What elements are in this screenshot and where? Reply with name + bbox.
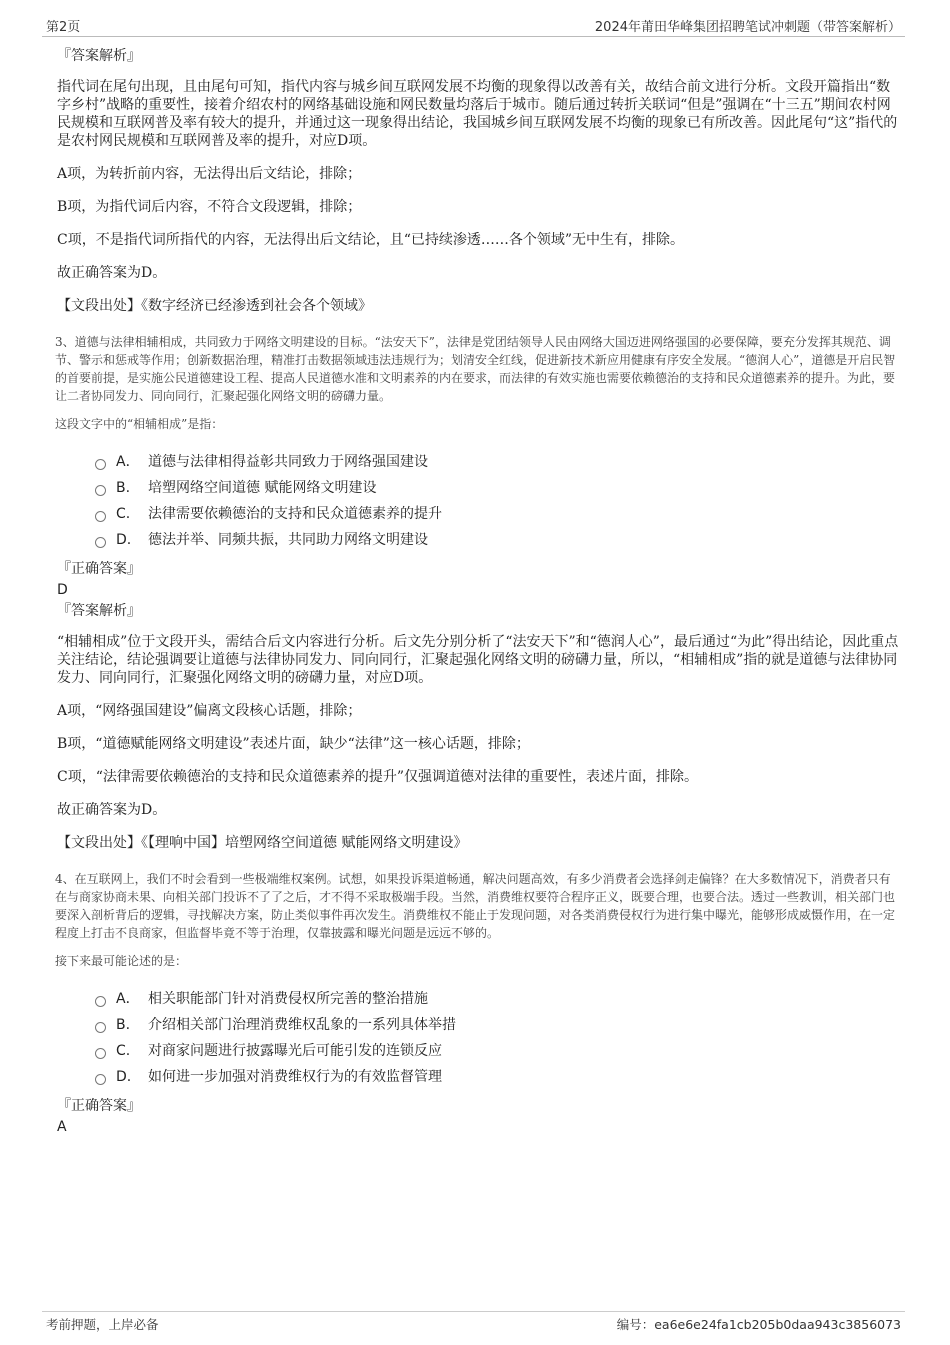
option-text: 法律需要依赖德治的支持和民众道德素养的提升: [148, 506, 442, 522]
page-header: [42, 14, 905, 37]
document-code: 编号：ea6e6e24fa1cb205b0daa943c3856073: [616, 1317, 901, 1332]
option-label: A．: [116, 991, 140, 1007]
q3-prompt: 这段文字中的“相辅相成”是指：: [55, 417, 224, 431]
q4-prompt: 接下来最可能论述的是：: [55, 954, 188, 968]
radio-button[interactable]: [95, 537, 106, 548]
option-text: 如何进一步加强对消费维权行为的有效监督管理: [148, 1069, 442, 1085]
option-text: 道德与法律相得益彰共同致力于网络强国建设: [148, 454, 428, 470]
q2-source: 【文段出处】《数字经济已经渗透到社会各个领域》: [57, 298, 372, 314]
q4-option-d[interactable]: [95, 1064, 900, 1090]
option-label: B.: [116, 480, 131, 496]
q4-text: 4、在互联网上，我们不时会看到一些极端维权案例。试想，如果投诉渠道畅通，解决问题高效，有多少消费者会选择剑走偏锋？在大多数情况下，消费者只有在与商家协商未果、向相关部门投诉不了了之后，才不得不采取极端手段。当然，消费维权要符合程序正义，既要合理，也要合法。透过一些教训，相关部门也要深入剖析背后的逻辑，寻找解决方案，防止类似事件再次发生。消费维权不能止于发现问题，对各类消费侵权行为进行集中曝光，能够形成威慑作用，在一定程度上打击不良商家，但监督毕竟不等于治理，仅靠披露和曝光问题是远远不够的。: [55, 872, 896, 940]
q3-analysis-text: “相辅相成”位于文段开头，需结合后文内容进行分析。后文先分别分析了“法安天下”和“德润人心”，最后通过“为此”得出结论，因此重点关注结论，结论强调要让道德与法律协同发力、同向同行，汇聚起强化网络文明的磅礴力量，所以，“相辅相成”指的就是道德与法律协同发力、同向同行，汇聚强化网络文明的磅礴力量，对应D项。: [57, 634, 899, 686]
option-text: 介绍相关部门治理消费维权乱象的一系列具体举措: [148, 1017, 456, 1033]
option-text: 德法并举、同频共振，共同助力网络文明建设: [148, 532, 428, 548]
footer-slogan: 考前押题，上岸必备: [46, 1317, 159, 1332]
q4-option-c[interactable]: [95, 1038, 900, 1064]
option-label: A．: [116, 454, 140, 470]
q2-note-c: C项，不是指代词所指代的内容，无法得出后文结论，且“已持续渗透……各个领域”无中生有，排除。: [57, 232, 685, 248]
q4-answer-label: 『正确答案』: [57, 1098, 141, 1114]
radio-button[interactable]: [95, 511, 106, 522]
q2-conclusion: 故正确答案为D。: [57, 265, 167, 281]
q3-options: [95, 449, 900, 553]
option-label: D.: [116, 1069, 132, 1085]
q3-note-a: A项，“网络强国建设”偏离文段核心话题，排除；: [57, 703, 362, 719]
q2-note-a: A项，为转折前内容，无法得出后文结论，排除；: [57, 166, 362, 182]
option-text: 培塑网络空间道德 赋能网络文明建设: [148, 480, 377, 496]
radio-button[interactable]: [95, 996, 106, 1007]
q3-option-d[interactable]: [95, 527, 900, 553]
option-text: 相关职能部门针对消费侵权所完善的整治措施: [148, 991, 428, 1007]
q3-analysis-label: 『答案解析』: [57, 603, 141, 619]
q3-text: 3、道德与法律相辅相成，共同致力于网络文明建设的目标。“法安天下”，法律是党团结领导人民由网络大国迈进网络强国的必要保障，要充分发挥其规范、调节、警示和惩戒等作用；创新数据治理，精准打击数据领域违法违规行为；划清安全红线，促进新技术新应用健康有序安全发展。“德润人心”，道德是开启民智的首要前提，是实施公民道德建设工程、提高人民道德水准和文明素养的内在要求，而法律的有效实施也需要依赖德治的支持和民众道德素养的提升。为此，要让二者协同发力、同向同行，汇聚起强化网络文明的磅礴力量。: [55, 335, 896, 403]
q2-analysis-text: 指代词在尾句出现，且由尾句可知，指代内容与城乡间互联网发展不均衡的现象得以改善有关，故结合前文进行分析。文段开篇指出“数字乡村”战略的重要性，接着介绍农村的网络基础设施和网民数量均落后于城市。随后通过转折关联词“但是”强调在“十三五”期间农村网民规模和互联网普及率有较大的提升，并通过这一现象得出结论，我国城乡间互联网发展不均衡的现象已有所改善。因此尾句“这”指代的是农村网民规模和互联网普及率的提升，对应D项。: [57, 79, 898, 149]
q3-option-b[interactable]: [95, 475, 900, 501]
radio-button[interactable]: [95, 459, 106, 470]
page-footer: [42, 1311, 905, 1336]
q3-conclusion: 故正确答案为D。: [57, 802, 167, 818]
q3-option-a[interactable]: [95, 449, 900, 475]
q3-answer-label: 『正确答案』: [57, 561, 141, 577]
q4-options: [95, 986, 900, 1090]
page-number: 第2页: [46, 20, 81, 35]
option-label: C.: [116, 1043, 131, 1059]
radio-button[interactable]: [95, 1022, 106, 1033]
option-label: D.: [116, 532, 132, 548]
page-content: [55, 46, 900, 1138]
option-text: 对商家问题进行披露曝光后可能引发的连锁反应: [148, 1043, 442, 1059]
q2-analysis-label: 『答案解析』: [57, 48, 141, 64]
document-title: 2024年莆田华峰集团招聘笔试冲刺题（带答案解析）: [594, 20, 901, 35]
q3-answer: D: [57, 582, 68, 598]
radio-button[interactable]: [95, 1074, 106, 1085]
q4-answer: A: [57, 1119, 67, 1135]
q2-note-b: B项，为指代词后内容，不符合文段逻辑，排除；: [57, 199, 362, 215]
q4-option-a[interactable]: [95, 986, 900, 1012]
option-label: C.: [116, 506, 131, 522]
q3-note-b: B项，“道德赋能网络文明建设”表述片面，缺少“法律”这一核心话题，排除；: [57, 736, 530, 752]
q4-option-b[interactable]: [95, 1012, 900, 1038]
q3-source: 【文段出处】《【理响中国】培塑网络空间道德 赋能网络文明建设》: [57, 835, 468, 851]
radio-button[interactable]: [95, 485, 106, 496]
option-label: B.: [116, 1017, 131, 1033]
radio-button[interactable]: [95, 1048, 106, 1059]
q3-option-c[interactable]: [95, 501, 900, 527]
q3-note-c: C项，“法律需要依赖德治的支持和民众道德素养的提升”仅强调道德对法律的重要性，表述片面，排除。: [57, 769, 699, 785]
